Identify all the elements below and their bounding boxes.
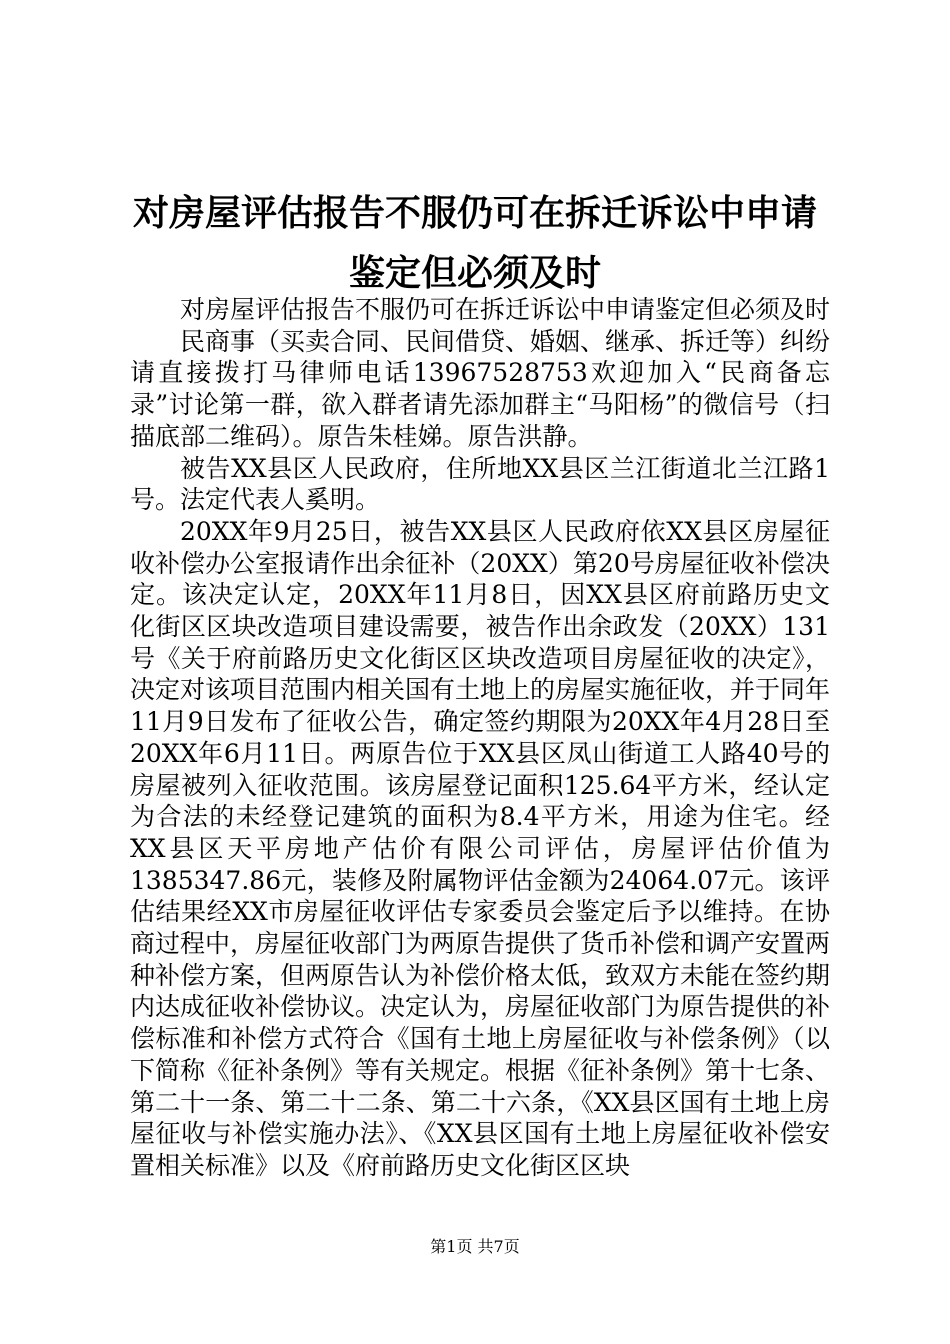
- document-title: 对房屋评估报告不服仍可在拆迁诉讼中申请鉴定但必须及时: [132, 193, 817, 294]
- paragraph-intro: 民商事（买卖合同、民间借贷、婚姻、继承、拆迁等）纠纷请直接拨打马律师电话13967528753欢迎加入“民商备忘录”讨论第一群，欲入群者请先添加群主“马阳杨”的微信号（扫描底部二维码）。原告朱桂娣。原告洪静。: [130, 326, 831, 451]
- document-body: [130, 294, 830, 1182]
- page-footer: 第1页 共7页: [430, 1237, 520, 1256]
- paragraph-defendant: 被告XX县区人民政府，住所地XX县区兰江街道北兰江路1号。法定代表人奚明。: [130, 453, 830, 515]
- paragraph-repeated-title: 对房屋评估报告不服仍可在拆迁诉讼中申请鉴定但必须及时: [180, 295, 831, 324]
- paragraph-facts: 20XX年9月25日，被告XX县区人民政府依XX县区房屋征收补偿办公室报请作出余征补（20XX）第20号房屋征收补偿决定。该决定认定，20XX年11月8日，因XX县区府前路历史文化街区区块改造项目建设需要，被告作出余政发（20XX）131号《关于府前路历史文化街区区块改造项目房屋征收的决定》，决定对该项目范围内相关国有土地上的房屋实施征收，并于同年11月9日发布了征收公告，确定签约期限为20XX年4月28日至20XX年6月11日。两原告位于XX县区凤山街道工人路40号的房屋被列入征收范围。该房屋登记面积125.64平方米，经认定为合法的未经登记建筑的面积为8.4平方米，用途为住宅。经XX县区天平房地产估价有限公司评估，房屋评估价值为1385347.86元，装修及附属物评估金额为24064.07元。该评估结果经XX市房屋征收评估专家委员会鉴定后予以维持。在协商过程中，房屋征收部门为两原告提供了货币补偿和调产安置两种补偿方案，但两原告认为补偿价格太低，致双方未能在签约期内达成征收补偿协议。决定认为，房屋征收部门为原告提供的补偿标准和补偿方式符合《国有土地上房屋征收与补偿条例》（以下简称《征补条例》等有关规定。根据《征补条例》第十七条、第二十一条、第二十二条、第二十六条，《XX县区国有土地上房屋征收与补偿实施办法》、《XX县区国有土地上房屋征收补偿安置相关标准》以及《府前路历史文化街区区块: [130, 516, 831, 1180]
